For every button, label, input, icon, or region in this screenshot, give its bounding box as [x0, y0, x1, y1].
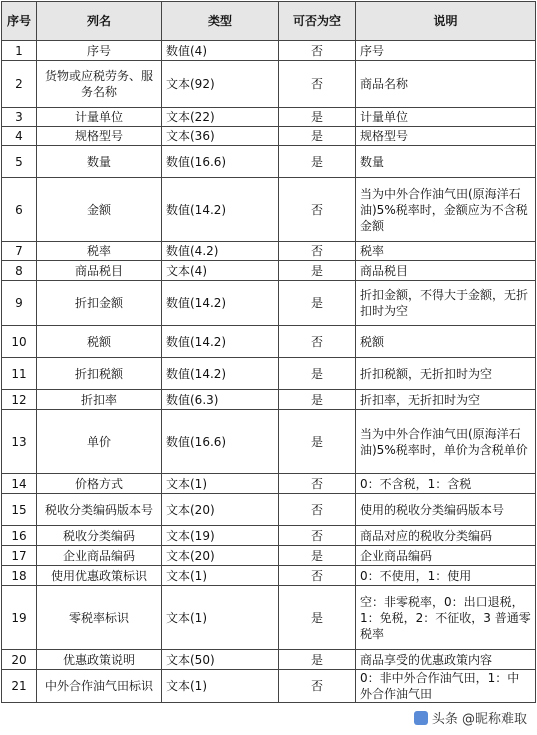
cell-name: 金额	[37, 178, 162, 242]
cell-type: 数值(14.2)	[162, 326, 279, 358]
cell-desc: 折扣金额，不得大于金额，无折扣时为空	[356, 281, 536, 326]
cell-name: 货物或应税劳务、服务名称	[37, 61, 162, 108]
cell-type: 文本(1)	[162, 670, 279, 703]
cell-no: 4	[2, 127, 37, 146]
cell-name: 数量	[37, 146, 162, 178]
cell-nullable: 否	[279, 61, 356, 108]
cell-no: 15	[2, 494, 37, 526]
cell-name: 折扣金额	[37, 281, 162, 326]
cell-nullable: 否	[279, 566, 356, 586]
cell-name: 折扣率	[37, 390, 162, 410]
cell-no: 17	[2, 546, 37, 566]
cell-desc: 折扣税额，无折扣时为空	[356, 358, 536, 390]
cell-name: 优惠政策说明	[37, 650, 162, 670]
cell-desc: 当为中外合作油气田(原海洋石油)5%税率时，金额应为不含税金额	[356, 178, 536, 242]
table-body	[2, 41, 536, 703]
table-row	[2, 650, 536, 670]
cell-desc: 0：非中外合作油气田，1：中外合作油气田	[356, 670, 536, 703]
cell-type: 文本(4)	[162, 261, 279, 281]
cell-nullable: 是	[279, 261, 356, 281]
table-row	[2, 61, 536, 108]
cell-type: 数值(16.6)	[162, 146, 279, 178]
cell-type: 文本(19)	[162, 526, 279, 546]
cell-no: 3	[2, 108, 37, 127]
cell-nullable: 是	[279, 586, 356, 650]
cell-desc: 0：不含税，1：含税	[356, 474, 536, 494]
cell-nullable: 是	[279, 108, 356, 127]
cell-desc: 商品名称	[356, 61, 536, 108]
cell-no: 16	[2, 526, 37, 546]
cell-name: 中外合作油气田标识	[37, 670, 162, 703]
cell-nullable: 是	[279, 650, 356, 670]
cell-desc: 税率	[356, 242, 536, 261]
cell-type: 数值(4)	[162, 41, 279, 61]
table-row	[2, 566, 536, 586]
cell-name: 企业商品编码	[37, 546, 162, 566]
cell-desc: 规格型号	[356, 127, 536, 146]
cell-nullable: 是	[279, 358, 356, 390]
table-row	[2, 242, 536, 261]
cell-no: 6	[2, 178, 37, 242]
cell-type: 数值(16.6)	[162, 410, 279, 474]
cell-nullable: 是	[279, 127, 356, 146]
cell-type: 数值(4.2)	[162, 242, 279, 261]
header-nullable: 可否为空	[279, 2, 356, 41]
cell-nullable: 否	[279, 474, 356, 494]
cell-nullable: 否	[279, 494, 356, 526]
cell-desc: 商品税目	[356, 261, 536, 281]
cell-desc: 数量	[356, 146, 536, 178]
cell-desc: 企业商品编码	[356, 546, 536, 566]
cell-desc: 商品对应的税收分类编码	[356, 526, 536, 546]
cell-desc: 使用的税收分类编码版本号	[356, 494, 536, 526]
table-row	[2, 494, 536, 526]
cell-no: 14	[2, 474, 37, 494]
table-row	[2, 127, 536, 146]
table-row	[2, 670, 536, 703]
cell-nullable: 是	[279, 281, 356, 326]
table-row	[2, 474, 536, 494]
cell-name: 税收分类编码	[37, 526, 162, 546]
cell-name: 商品税目	[37, 261, 162, 281]
header-row	[2, 2, 536, 41]
cell-desc: 空：非零税率，0：出口退税，1：免税，2：不征收，3 普通零税率	[356, 586, 536, 650]
watermark-logo-icon	[414, 711, 428, 725]
cell-nullable: 否	[279, 242, 356, 261]
cell-no: 11	[2, 358, 37, 390]
cell-no: 18	[2, 566, 37, 586]
cell-name: 单价	[37, 410, 162, 474]
cell-type: 数值(6.3)	[162, 390, 279, 410]
cell-type: 文本(22)	[162, 108, 279, 127]
field-spec-table	[1, 1, 536, 703]
cell-nullable: 否	[279, 178, 356, 242]
cell-type: 文本(50)	[162, 650, 279, 670]
cell-type: 数值(14.2)	[162, 178, 279, 242]
cell-desc: 商品享受的优惠政策内容	[356, 650, 536, 670]
table-row	[2, 326, 536, 358]
cell-name: 使用优惠政策标识	[37, 566, 162, 586]
cell-name: 税额	[37, 326, 162, 358]
cell-type: 文本(1)	[162, 474, 279, 494]
cell-type: 数值(14.2)	[162, 281, 279, 326]
cell-no: 8	[2, 261, 37, 281]
cell-name: 价格方式	[37, 474, 162, 494]
cell-no: 13	[2, 410, 37, 474]
table-row	[2, 526, 536, 546]
table-row	[2, 41, 536, 61]
cell-no: 2	[2, 61, 37, 108]
cell-name: 计量单位	[37, 108, 162, 127]
cell-no: 19	[2, 586, 37, 650]
cell-type: 文本(20)	[162, 494, 279, 526]
table-row	[2, 108, 536, 127]
cell-desc: 折扣率，无折扣时为空	[356, 390, 536, 410]
cell-desc: 序号	[356, 41, 536, 61]
cell-no: 9	[2, 281, 37, 326]
cell-nullable: 是	[279, 146, 356, 178]
table-row	[2, 178, 536, 242]
cell-no: 10	[2, 326, 37, 358]
cell-desc: 当为中外合作油气田(原海洋石油)5%税率时，单价为含税单价	[356, 410, 536, 474]
cell-nullable: 否	[279, 670, 356, 703]
cell-name: 税收分类编码版本号	[37, 494, 162, 526]
header-desc: 说明	[356, 2, 536, 41]
cell-name: 零税率标识	[37, 586, 162, 650]
table-row	[2, 146, 536, 178]
cell-no: 20	[2, 650, 37, 670]
cell-type: 文本(36)	[162, 127, 279, 146]
cell-type: 文本(1)	[162, 586, 279, 650]
cell-no: 1	[2, 41, 37, 61]
cell-desc: 计量单位	[356, 108, 536, 127]
cell-type: 文本(92)	[162, 61, 279, 108]
watermark	[414, 708, 527, 727]
cell-desc: 税额	[356, 326, 536, 358]
cell-nullable: 是	[279, 390, 356, 410]
cell-name: 折扣税额	[37, 358, 162, 390]
table-row	[2, 586, 536, 650]
cell-name: 规格型号	[37, 127, 162, 146]
cell-type: 数值(14.2)	[162, 358, 279, 390]
table-row	[2, 281, 536, 326]
cell-nullable: 是	[279, 546, 356, 566]
cell-name: 税率	[37, 242, 162, 261]
table-row	[2, 261, 536, 281]
cell-no: 7	[2, 242, 37, 261]
header-type: 类型	[162, 2, 279, 41]
cell-no: 5	[2, 146, 37, 178]
cell-type: 文本(1)	[162, 566, 279, 586]
header-no: 序号	[2, 2, 37, 41]
table-row	[2, 410, 536, 474]
table-row	[2, 546, 536, 566]
cell-nullable: 否	[279, 326, 356, 358]
cell-no: 21	[2, 670, 37, 703]
table-row	[2, 390, 536, 410]
cell-desc: 0：不使用，1：使用	[356, 566, 536, 586]
table-row	[2, 358, 536, 390]
cell-nullable: 是	[279, 410, 356, 474]
watermark-text: 头条 @昵称难取	[431, 712, 527, 727]
cell-name: 序号	[37, 41, 162, 61]
header-name: 列名	[37, 2, 162, 41]
cell-no: 12	[2, 390, 37, 410]
cell-type: 文本(20)	[162, 546, 279, 566]
cell-nullable: 否	[279, 526, 356, 546]
cell-nullable: 否	[279, 41, 356, 61]
